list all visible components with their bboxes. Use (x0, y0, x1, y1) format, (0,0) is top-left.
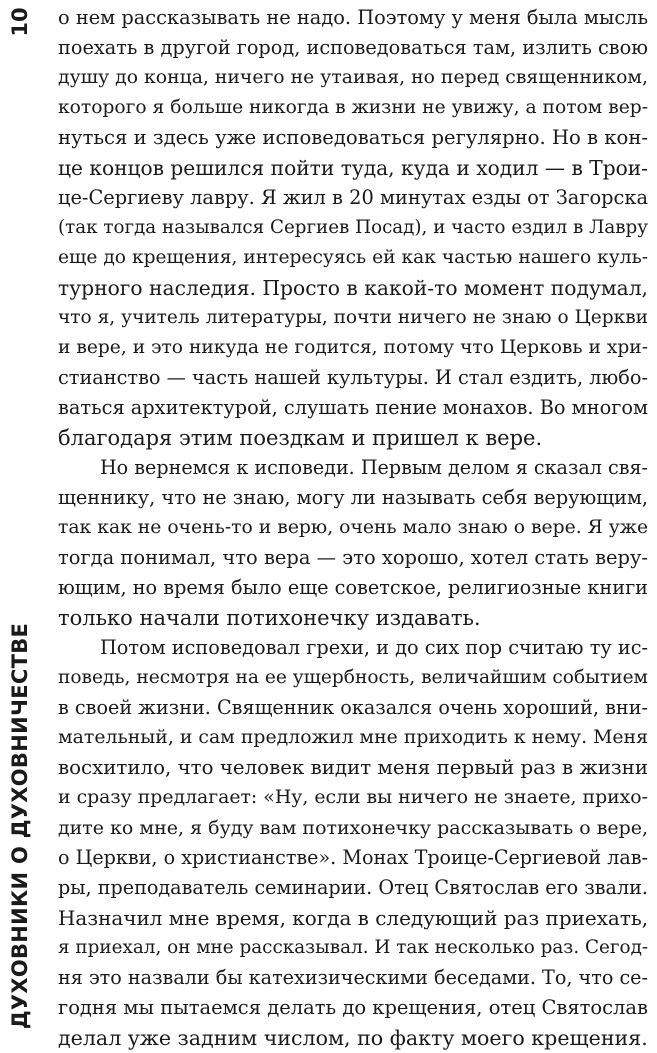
text-line: еще до крещения, интересуясь ей как частью нашего куль- (58, 247, 648, 268)
text-line: ваться архитектурой, слушать пение монахов. Во многом (58, 396, 649, 419)
text-line: благодаря этим поездкам и пришел к вере. (58, 426, 543, 450)
text-line: ня это назвали бы катехизическими беседами. То, что се- (58, 966, 648, 989)
text-line: о нем рассказывать не надо. Поэтому у меня была мысль (58, 6, 648, 29)
text-line: так как не очень-то и верю, очень мало знаю о вере. Я уже (58, 517, 649, 538)
text-line: це концов решился пойти туда, куда и ходил — в Трои- (58, 156, 648, 180)
text-line: и сразу предлагает: «Ну, если вы ничего не знаете, прихо- (58, 787, 648, 808)
text-line: душу до конца, ничего не утаивая, но перед священником, (58, 67, 648, 88)
running-title: ДУХОВНИКИ О ДУХОВНИЧЕСТВЕ (8, 622, 32, 1030)
text-line: делал уже задним числом, по факту моего крещения. (58, 1026, 648, 1050)
paragraph (58, 3, 648, 453)
text-line: мательный, и сам предложил мне приходить к нему. Меня (58, 727, 648, 748)
text-line: ющим, но время было еще советское, религиозные книги (58, 576, 649, 599)
text-line: щеннику, что не знаю, могу ли называть себя верующим, (58, 486, 649, 509)
text-line: дите ко мне, я буду вам потихонечку рассказывать о вере, (58, 817, 648, 839)
text-line: я приехал, он мне рассказывал. И так несколько раз. Сегод- (58, 937, 649, 958)
text-line: Но вернемся к исповеди. Первым делом я сказал свя- (100, 456, 648, 479)
text-line: ры, преподаватель семинарии. Отец Святослав его звали. (58, 876, 648, 899)
text-line: что я, учитель литературы, почти ничего не знаю о Церкви (58, 307, 648, 328)
text-line: о Церкви, о христианстве». Монах Троице-Сергиевой лав- (58, 846, 648, 869)
text-line: и вере, и это никуда не годится, потому что Церковь и хри- (58, 337, 648, 358)
text-line: Потом исповедовал грехи, и до сих пор считаю ту ис- (100, 636, 648, 659)
text-line: которого я больше никогда в жизни не увижу, а потом вер- (58, 97, 648, 118)
text-line: Назначил мне время, когда в следующий раз приехать, (58, 906, 649, 930)
text-line: (так тогда назывался Сергиев Посад), и часто ездил в Лавру (58, 217, 648, 238)
paragraph (58, 633, 648, 1053)
text-line: поведь, несмотря на ее ущербность, величайшим событием (58, 667, 648, 688)
page-number: 10 (8, 7, 32, 37)
text-line: в своей жизни. Священник оказался очень хороший, вни- (58, 696, 648, 719)
body-text (58, 3, 648, 1053)
text-line: стианство — часть нашей культуры. И стал ездить, любо- (58, 366, 648, 389)
text-line: поехать в другой город, исповедоваться там, излить свою (58, 36, 648, 59)
page-sidebar (0, 0, 46, 1037)
text-line: только начали потихонечку издавать. (58, 606, 481, 630)
text-line: восхитило, что человек видит меня первый раз в жизни (58, 756, 648, 779)
text-line: годня мы пытаемся делать до крещения, отец Святослав (58, 996, 648, 1019)
paragraph (58, 453, 648, 633)
text-line: тогда понимал, что вера — это хорошо, хотел стать веру- (58, 546, 648, 569)
text-line: турного наследия. Просто в какой-то момент подумал, (58, 276, 648, 300)
text-line: це-Сергиеву лавру. Я жил в 20 минутах езды от Загорска (58, 186, 648, 209)
text-line: нуться и здесь уже исповедоваться регулярно. Но в кон- (58, 126, 648, 149)
